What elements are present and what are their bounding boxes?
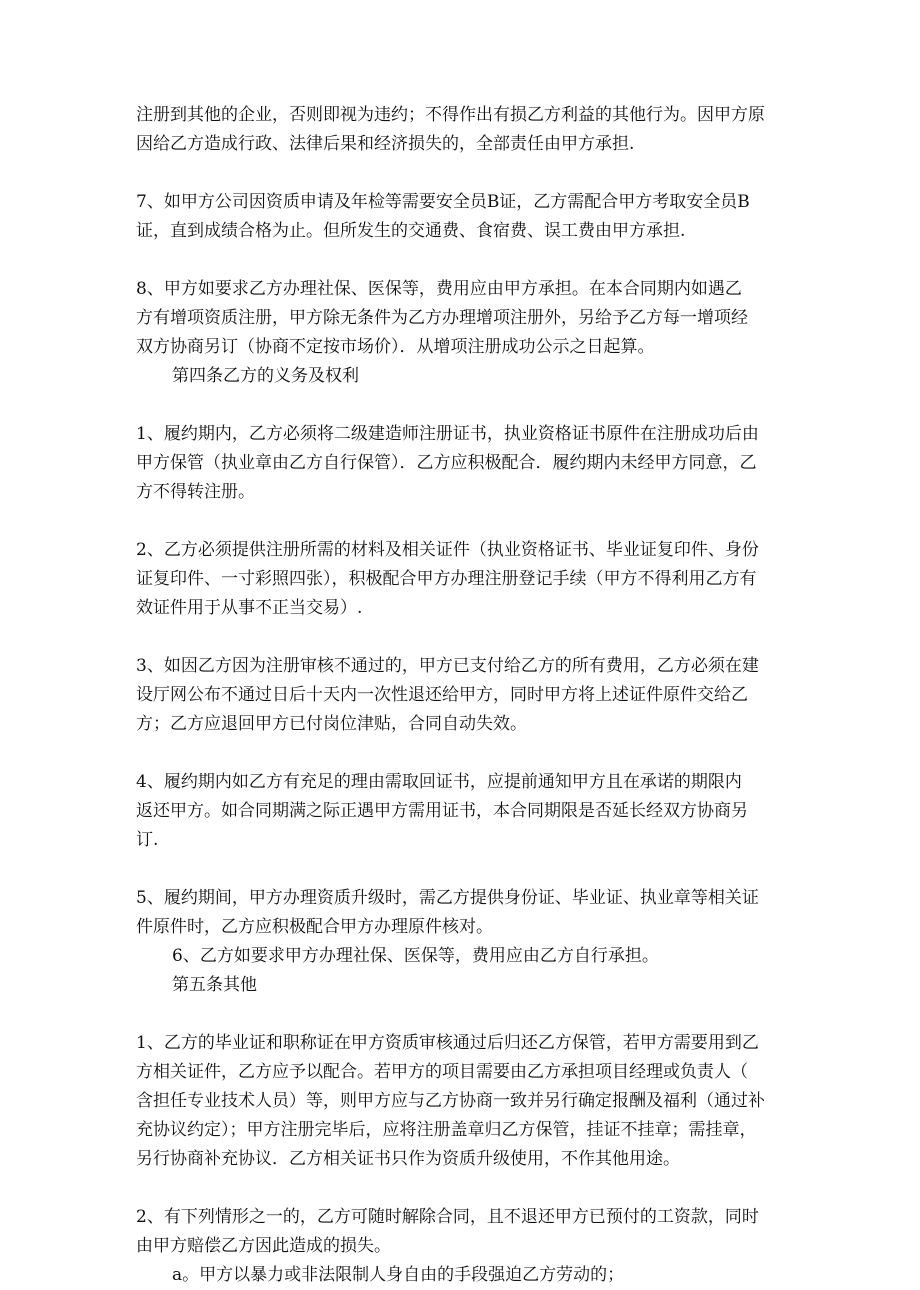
text-line: 注册到其他的企业，否则即视为违约；不得作出有损乙方利益的其他行为。因甲方原 [136,105,765,125]
paragraph-gap [136,739,786,768]
indented-text-line: 第四条乙方的义务及权利 [172,366,359,386]
paragraph-gap [136,391,786,420]
text-line: 方相关证件，乙方应予以配合。若甲方的项目需要由乙方承担项目经理或负责人（ [136,1062,748,1082]
text-line: 充协议约定）；甲方注册完毕后，应将注册盖章归乙方保管，挂证不挂章；需挂章， [136,1120,757,1140]
indented-text-line: a。甲方以暴力或非法限制人身自由的手段强迫乙方劳动的； [172,1265,625,1285]
text-line: 订. [136,830,159,850]
text-line: 1、乙方的毕业证和职称证在甲方资质审核通过后归还乙方保管，若甲方需要用到乙 [136,1033,759,1053]
paragraph-gap [136,623,786,652]
indented-text-line: 第五条其他 [172,975,257,995]
text-line: 7、如甲方公司因资质申请及年检等需要安全员B证，乙方需配合甲方考取安全员B [136,192,750,212]
text-line: 5、履约期间，甲方办理资质升级时，需乙方提供身份证、毕业证、执业章等相关证 [136,888,759,908]
text-line: 返还甲方。如合同期满之际正遇甲方需用证书，本合同期限是否延长经双方协商另 [136,801,748,821]
text-line: 方；乙方应退回甲方已付岗位津贴，合同自动失效。 [136,714,527,734]
paragraph-gap [136,246,786,275]
paragraph-gap [136,507,786,536]
text-line: 4、履约期内如乙方有充足的理由需取回证书，应提前通知甲方且在承诺的期限内 [136,772,742,792]
indented-text-line: 6、乙方如要求甲方办理社保、医保等，费用应由乙方自行承担。 [172,946,659,966]
document-body [136,101,786,1290]
text-line: 因给乙方造成行政、法律后果和经济损失的，全部责任由甲方承担. [136,134,635,154]
text-line: 另行协商补充协议．乙方相关证书只作为资质升级使用，不作其他用途。 [136,1149,680,1169]
text-line: 3、如因乙方因为注册审核不通过的，甲方已支付给乙方的所有费用，乙方必须在建 [136,656,759,676]
text-line: 1、履约期内，乙方必须将二级建造师注册证书，执业资格证书原件在注册成功后由 [136,424,759,444]
text-line: 2、有下列情形之一的，乙方可随时解除合同，且不退还甲方已预付的工资款，同时 [136,1207,759,1227]
text-line: 甲方保管（执业章由乙方自行保管）．乙方应积极配合．履约期内未经甲方同意，乙 [136,453,757,473]
paragraph-gap [136,1174,786,1203]
text-line: 双方协商另订（协商不定按市场价）．从增项注册成功公示之日起算。 [136,337,655,357]
text-line: 含担任专业技术人员）等，则甲方应与乙方协商一致并另行确定报酬及福利（通过补 [136,1091,765,1111]
text-line: 证复印件、一寸彩照四张），积极配合甲方办理注册登记手续（甲方不得利用乙方有 [136,569,757,589]
paragraph-gap [136,1000,786,1029]
text-line: 由甲方赔偿乙方因此造成的损失。 [136,1236,391,1256]
text-line: 设厅网公布不通过日后十天内一次性退还给甲方，同时甲方将上述证件原件交给乙 [136,685,748,705]
text-line: 方有增项资质注册，甲方除无条件为乙方办理增项注册外，另给予乙方每一增项经 [136,308,748,328]
text-line: 8、甲方如要求乙方办理社保、医保等，费用应由甲方承担。在本合同期内如遇乙 [136,279,742,299]
text-line: 方不得转注册。 [136,482,255,502]
text-line: 效证件用于从事不正当交易）. [136,598,363,618]
text-line: 件原件时，乙方应积极配合甲方办理原件核对。 [136,917,493,937]
text-line: 证，直到成绩合格为止。但所发生的交通费、食宿费、误工费由甲方承担. [136,221,686,241]
paragraph-gap [136,855,786,884]
paragraph-gap [136,159,786,188]
text-line: 2、乙方必须提供注册所需的材料及相关证件（执业资格证书、毕业证复印件、身份 [136,540,759,560]
